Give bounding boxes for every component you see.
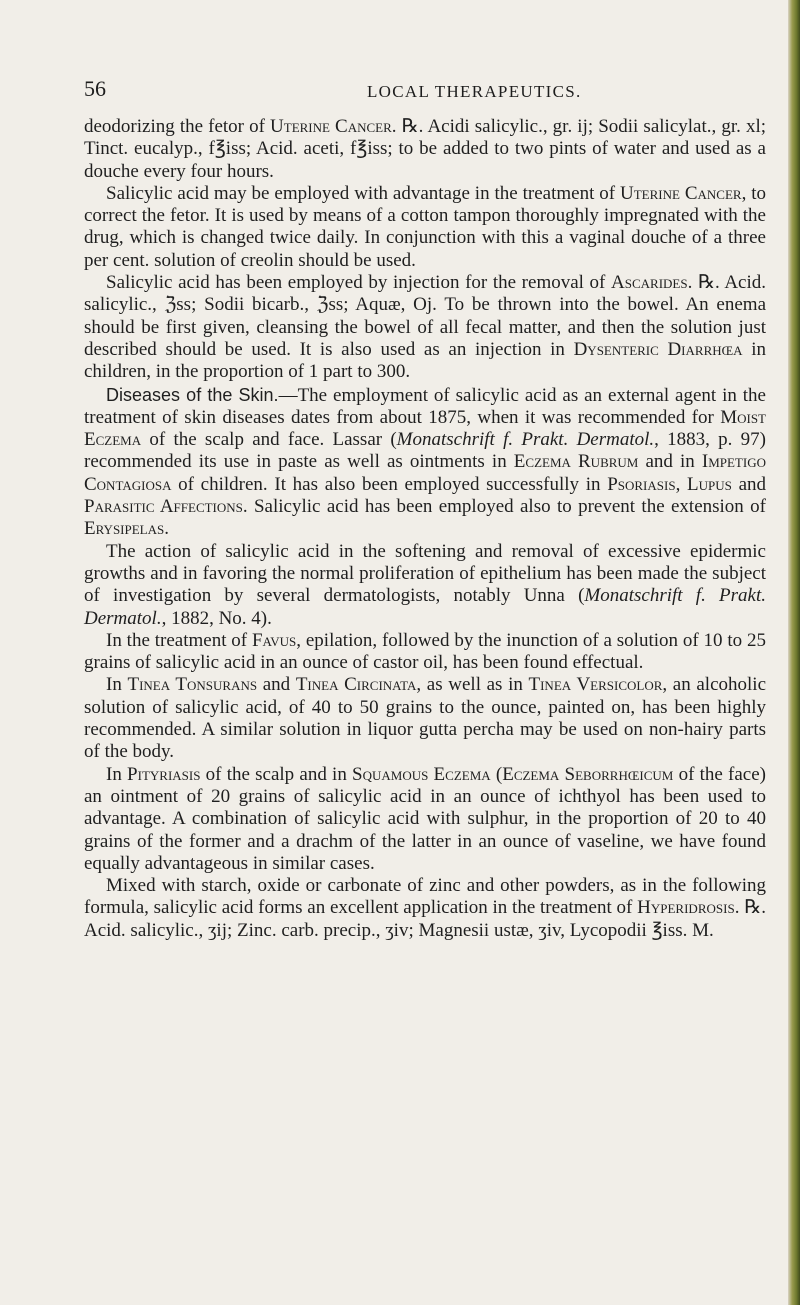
text-run: of the face) an ointment of 20 grains of salicylic acid in an ounce of ichthyol has been used to advantage. A combination of salicylic acid with sulphur, in the proportion of 20 to 40 grains of the former and a drachm of the latter in an ounce of vaseline, we have found equally advantageous in similar cases. xyxy=(84,763,767,874)
section-heading: Diseases of the Skin. xyxy=(106,384,279,405)
term: Tinea Circinata xyxy=(295,674,417,696)
text-run: deodorizing the fetor of xyxy=(84,116,271,137)
term: Squamous Eczema xyxy=(352,763,491,785)
page-number: 56 xyxy=(84,76,106,101)
term: Erysipelas xyxy=(84,518,165,540)
term: Uterine Cancer xyxy=(270,116,392,137)
paragraph xyxy=(84,674,766,763)
term: Impetigo Contagiosa xyxy=(84,451,766,495)
term: Eczema Rubrum xyxy=(513,451,639,473)
text-run: . ℞. Acid. salicylic., ℨss; Sodii bicarb., ℨss; Aquæ, Oj. To be thrown into the bowel. An enema should be first given, cleansing the bowel of all fecal matter, and then the solution just described should be used. It is also used as an injection in xyxy=(84,272,767,360)
text-run: , xyxy=(675,473,688,495)
text-run: of the scalp and in xyxy=(200,763,353,785)
text-run: Salicylic acid has been employed by injection for the removal of xyxy=(106,272,612,294)
term: Moist Eczema xyxy=(84,406,766,451)
text-run: , as well as in xyxy=(416,674,529,696)
text-run: In xyxy=(106,674,128,696)
term: Ascarides xyxy=(611,272,688,294)
paragraph xyxy=(84,764,766,875)
running-head xyxy=(84,76,764,106)
paragraph xyxy=(84,541,766,630)
term: Favus xyxy=(251,629,297,651)
text-run: and xyxy=(257,674,296,696)
term: Eczema Seborrhœicum xyxy=(502,763,674,785)
term: Uterine Cancer xyxy=(620,182,742,204)
term: Pityriasis xyxy=(127,763,201,785)
page-edge xyxy=(788,0,800,1305)
text-run: . Salicylic acid has been employed also to prevent the extension of xyxy=(242,496,766,518)
paragraph xyxy=(84,384,766,541)
text-run: In the treatment of xyxy=(106,629,252,651)
text-run: . ℞. Acid. salicylic., ʒij; Zinc. carb. precip., ʒiv; Magnesii ustæ, ʒiv, Lycopodii ℥iss. M. xyxy=(84,897,766,941)
text-run: of the scalp and face. Lassar ( xyxy=(141,429,397,451)
text-run: , 1883, p. 97) recommended its use in paste as well as ointments in xyxy=(84,429,767,473)
term: Tinea Tonsurans xyxy=(127,674,258,696)
paragraph xyxy=(84,116,766,183)
term: Hyperidrosis xyxy=(637,897,735,919)
text-run: and xyxy=(731,473,767,495)
term: Psoriasis xyxy=(607,473,676,495)
text-run: . xyxy=(164,518,169,540)
text-run: and in xyxy=(638,451,702,473)
paragraph xyxy=(84,272,766,383)
text-run: The action of salicylic acid in the softening and removal of excessive epidermic growths and in favoring the normal proliferation of epithelium has been made the subject of investigation by several dermatologists, notably Unna ( xyxy=(84,540,766,607)
text-run: —The employment of salicylic acid as an external agent in the treatment of skin diseases dates from about 1875, when it was recommended for xyxy=(84,384,766,428)
text-run: ( xyxy=(490,763,503,785)
text-run: , an alcoholic solution of salicylic acid, of 40 to 50 grains to the ounce, painted on, has been highly recommended. A similar solution in liquor gutta percha may be used on non-hairy parts of the body. xyxy=(84,674,766,763)
paragraph xyxy=(84,183,766,272)
text-run: in children, in the proportion of 1 part to 300. xyxy=(84,338,767,383)
term: Lupus xyxy=(687,473,732,495)
text-run: , to correct the fetor. It is used by means of a cotton tampon thoroughly impregnated with the drug, which is changed twice daily. In conjunction with this a vaginal douche of a three per cent. solution of creolin should be used. xyxy=(84,182,767,271)
term: Dysenteric Diarrhœa xyxy=(573,338,743,360)
text-run: Salicylic acid may be employed with advantage in the treatment of xyxy=(106,182,620,204)
paragraph xyxy=(84,875,766,942)
term: Parasitic Affections xyxy=(84,496,243,518)
term: Tinea Versicolor xyxy=(528,674,663,696)
body-text xyxy=(84,116,766,942)
text-run: In xyxy=(106,763,128,785)
text-run: , 1882, No. 4). xyxy=(161,607,272,629)
running-title: LOCAL THERAPEUTICS. xyxy=(367,82,582,101)
text-run: of children. It has also been employed successfully in xyxy=(171,473,608,495)
paragraph xyxy=(84,630,766,675)
text-run: . ℞. Acidi salicylic., gr. ij; Sodii salicylat., gr. xl; Tinct. eucalyp., f℥iss; Acid. aceti, f℥iss; to be added to two pints of water and used as a douche every four hours. xyxy=(84,116,767,182)
citation: Monatschrift f. Prakt. Dermatol. xyxy=(396,429,655,451)
text-run: Mixed with starch, oxide or carbonate of zinc and other powders, as in the following formula, salicylic acid forms an excellent application in the treatment of xyxy=(84,875,766,919)
text-run: , epilation, followed by the inunction of a solution of 10 to 25 grains of salicylic acid in an ounce of castor oil, has been found effectual. xyxy=(84,629,766,674)
citation: Monatschrift f. Prakt. Dermatol. xyxy=(84,585,766,629)
